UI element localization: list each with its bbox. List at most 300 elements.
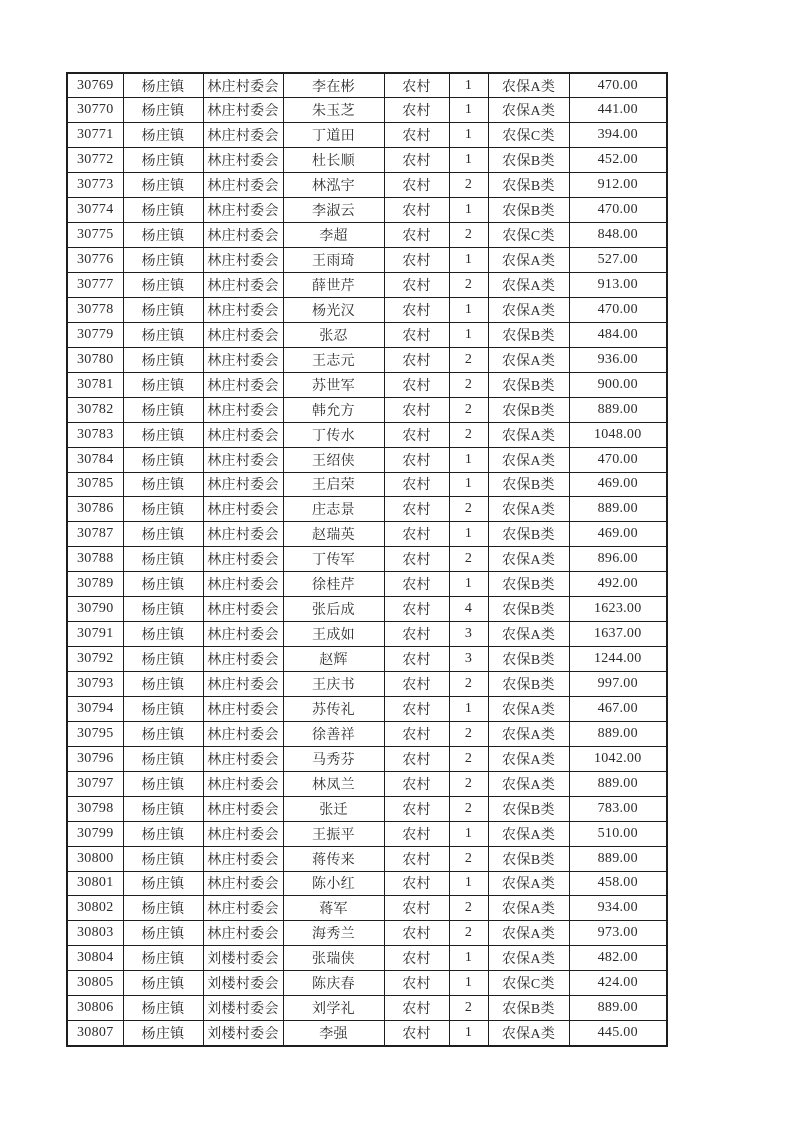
cell-record-id: 30783 xyxy=(67,422,123,447)
cell-amount: 510.00 xyxy=(569,821,667,846)
cell-person-count: 1 xyxy=(449,1021,488,1046)
cell-amount: 783.00 xyxy=(569,796,667,821)
cell-village-committee: 林庄村委会 xyxy=(203,647,283,672)
cell-person-count: 1 xyxy=(449,447,488,472)
cell-insurance-category: 农保B类 xyxy=(488,372,569,397)
cell-person-count: 2 xyxy=(449,372,488,397)
cell-residence-type: 农村 xyxy=(384,597,449,622)
cell-insurance-category: 农保B类 xyxy=(488,796,569,821)
cell-person-count: 1 xyxy=(449,148,488,173)
cell-residence-type: 农村 xyxy=(384,622,449,647)
cell-person-name: 王振平 xyxy=(283,821,384,846)
table-row xyxy=(67,846,667,871)
cell-residence-type: 农村 xyxy=(384,672,449,697)
cell-insurance-category: 农保B类 xyxy=(488,647,569,672)
cell-person-name: 徐善祥 xyxy=(283,721,384,746)
cell-village-committee: 林庄村委会 xyxy=(203,846,283,871)
cell-village-committee: 林庄村委会 xyxy=(203,297,283,322)
cell-person-count: 2 xyxy=(449,347,488,372)
cell-village-committee: 林庄村委会 xyxy=(203,746,283,771)
cell-record-id: 30789 xyxy=(67,572,123,597)
cell-amount: 470.00 xyxy=(569,198,667,223)
table-row xyxy=(67,946,667,971)
cell-amount: 424.00 xyxy=(569,971,667,996)
cell-amount: 896.00 xyxy=(569,547,667,572)
cell-amount: 1623.00 xyxy=(569,597,667,622)
cell-residence-type: 农村 xyxy=(384,921,449,946)
cell-record-id: 30796 xyxy=(67,746,123,771)
cell-residence-type: 农村 xyxy=(384,821,449,846)
cell-record-id: 30776 xyxy=(67,248,123,273)
cell-person-name: 赵瑞英 xyxy=(283,522,384,547)
table-row xyxy=(67,472,667,497)
cell-residence-type: 农村 xyxy=(384,871,449,896)
cell-amount: 936.00 xyxy=(569,347,667,372)
cell-record-id: 30806 xyxy=(67,996,123,1021)
cell-record-id: 30794 xyxy=(67,696,123,721)
cell-person-count: 2 xyxy=(449,771,488,796)
cell-amount: 484.00 xyxy=(569,322,667,347)
cell-town: 杨庄镇 xyxy=(123,472,203,497)
cell-town: 杨庄镇 xyxy=(123,297,203,322)
table-row xyxy=(67,297,667,322)
cell-person-name: 蒋传来 xyxy=(283,846,384,871)
cell-town: 杨庄镇 xyxy=(123,771,203,796)
cell-town: 杨庄镇 xyxy=(123,896,203,921)
cell-residence-type: 农村 xyxy=(384,696,449,721)
cell-person-name: 朱玉芝 xyxy=(283,98,384,123)
cell-village-committee: 林庄村委会 xyxy=(203,721,283,746)
cell-person-count: 2 xyxy=(449,921,488,946)
cell-town: 杨庄镇 xyxy=(123,447,203,472)
cell-person-count: 1 xyxy=(449,322,488,347)
cell-amount: 492.00 xyxy=(569,572,667,597)
cell-person-count: 1 xyxy=(449,871,488,896)
cell-person-name: 林凤兰 xyxy=(283,771,384,796)
cell-village-committee: 林庄村委会 xyxy=(203,597,283,622)
cell-insurance-category: 农保B类 xyxy=(488,472,569,497)
cell-amount: 1244.00 xyxy=(569,647,667,672)
table-row xyxy=(67,173,667,198)
cell-person-name: 王庆书 xyxy=(283,672,384,697)
cell-record-id: 30788 xyxy=(67,547,123,572)
cell-town: 杨庄镇 xyxy=(123,497,203,522)
cell-residence-type: 农村 xyxy=(384,996,449,1021)
cell-insurance-category: 农保C类 xyxy=(488,971,569,996)
cell-person-count: 2 xyxy=(449,746,488,771)
cell-village-committee: 林庄村委会 xyxy=(203,248,283,273)
cell-village-committee: 林庄村委会 xyxy=(203,447,283,472)
cell-person-name: 丁传军 xyxy=(283,547,384,572)
cell-residence-type: 农村 xyxy=(384,572,449,597)
cell-residence-type: 农村 xyxy=(384,223,449,248)
cell-insurance-category: 农保C类 xyxy=(488,123,569,148)
table-row xyxy=(67,248,667,273)
cell-village-committee: 林庄村委会 xyxy=(203,347,283,372)
cell-town: 杨庄镇 xyxy=(123,996,203,1021)
cell-amount: 445.00 xyxy=(569,1021,667,1046)
cell-amount: 889.00 xyxy=(569,771,667,796)
cell-amount: 1042.00 xyxy=(569,746,667,771)
cell-amount: 469.00 xyxy=(569,522,667,547)
cell-person-name: 徐桂芹 xyxy=(283,572,384,597)
cell-insurance-category: 农保A类 xyxy=(488,746,569,771)
cell-record-id: 30771 xyxy=(67,123,123,148)
cell-town: 杨庄镇 xyxy=(123,173,203,198)
cell-residence-type: 农村 xyxy=(384,198,449,223)
table-row xyxy=(67,522,667,547)
cell-record-id: 30798 xyxy=(67,796,123,821)
cell-amount: 458.00 xyxy=(569,871,667,896)
cell-residence-type: 农村 xyxy=(384,173,449,198)
table-row xyxy=(67,273,667,298)
cell-town: 杨庄镇 xyxy=(123,248,203,273)
cell-village-committee: 林庄村委会 xyxy=(203,896,283,921)
cell-town: 杨庄镇 xyxy=(123,971,203,996)
table-row xyxy=(67,796,667,821)
cell-insurance-category: 农保A类 xyxy=(488,921,569,946)
cell-village-committee: 林庄村委会 xyxy=(203,372,283,397)
cell-record-id: 30801 xyxy=(67,871,123,896)
cell-insurance-category: 农保A类 xyxy=(488,1021,569,1046)
cell-amount: 934.00 xyxy=(569,896,667,921)
cell-person-count: 2 xyxy=(449,397,488,422)
cell-village-committee: 林庄村委会 xyxy=(203,871,283,896)
cell-record-id: 30805 xyxy=(67,971,123,996)
cell-insurance-category: 农保A类 xyxy=(488,547,569,572)
cell-town: 杨庄镇 xyxy=(123,223,203,248)
cell-person-count: 1 xyxy=(449,971,488,996)
cell-amount: 889.00 xyxy=(569,996,667,1021)
cell-town: 杨庄镇 xyxy=(123,397,203,422)
cell-record-id: 30795 xyxy=(67,721,123,746)
cell-amount: 889.00 xyxy=(569,497,667,522)
cell-village-committee: 林庄村委会 xyxy=(203,198,283,223)
cell-person-count: 1 xyxy=(449,522,488,547)
cell-person-count: 1 xyxy=(449,696,488,721)
cell-insurance-category: 农保A类 xyxy=(488,896,569,921)
cell-amount: 470.00 xyxy=(569,73,667,98)
cell-person-count: 1 xyxy=(449,123,488,148)
table-row xyxy=(67,696,667,721)
cell-residence-type: 农村 xyxy=(384,123,449,148)
cell-amount: 912.00 xyxy=(569,173,667,198)
table-row xyxy=(67,347,667,372)
cell-insurance-category: 农保B类 xyxy=(488,148,569,173)
cell-village-committee: 林庄村委会 xyxy=(203,98,283,123)
cell-village-committee: 刘楼村委会 xyxy=(203,996,283,1021)
cell-person-count: 3 xyxy=(449,622,488,647)
cell-person-count: 1 xyxy=(449,297,488,322)
cell-town: 杨庄镇 xyxy=(123,547,203,572)
cell-amount: 452.00 xyxy=(569,148,667,173)
cell-town: 杨庄镇 xyxy=(123,73,203,98)
cell-insurance-category: 农保B类 xyxy=(488,846,569,871)
cell-amount: 900.00 xyxy=(569,372,667,397)
cell-person-name: 张瑞侠 xyxy=(283,946,384,971)
cell-town: 杨庄镇 xyxy=(123,846,203,871)
cell-residence-type: 农村 xyxy=(384,721,449,746)
table-row xyxy=(67,921,667,946)
cell-insurance-category: 农保A类 xyxy=(488,721,569,746)
cell-residence-type: 农村 xyxy=(384,148,449,173)
cell-record-id: 30802 xyxy=(67,896,123,921)
cell-residence-type: 农村 xyxy=(384,273,449,298)
cell-town: 杨庄镇 xyxy=(123,746,203,771)
cell-person-count: 2 xyxy=(449,173,488,198)
cell-village-committee: 林庄村委会 xyxy=(203,696,283,721)
cell-record-id: 30778 xyxy=(67,297,123,322)
cell-village-committee: 林庄村委会 xyxy=(203,422,283,447)
cell-residence-type: 农村 xyxy=(384,1021,449,1046)
cell-town: 杨庄镇 xyxy=(123,696,203,721)
cell-town: 杨庄镇 xyxy=(123,148,203,173)
cell-record-id: 30779 xyxy=(67,322,123,347)
cell-person-name: 马秀芬 xyxy=(283,746,384,771)
cell-insurance-category: 农保A类 xyxy=(488,98,569,123)
table-row xyxy=(67,896,667,921)
cell-record-id: 30786 xyxy=(67,497,123,522)
cell-record-id: 30799 xyxy=(67,821,123,846)
cell-residence-type: 农村 xyxy=(384,796,449,821)
cell-record-id: 30769 xyxy=(67,73,123,98)
cell-town: 杨庄镇 xyxy=(123,871,203,896)
cell-village-committee: 林庄村委会 xyxy=(203,672,283,697)
cell-residence-type: 农村 xyxy=(384,98,449,123)
cell-village-committee: 林庄村委会 xyxy=(203,173,283,198)
table-row xyxy=(67,996,667,1021)
table-row xyxy=(67,223,667,248)
cell-insurance-category: 农保A类 xyxy=(488,248,569,273)
cell-town: 杨庄镇 xyxy=(123,721,203,746)
table-row xyxy=(67,123,667,148)
cell-person-name: 张忍 xyxy=(283,322,384,347)
cell-village-committee: 林庄村委会 xyxy=(203,622,283,647)
cell-person-name: 赵辉 xyxy=(283,647,384,672)
table-row xyxy=(67,1021,667,1046)
cell-person-count: 2 xyxy=(449,996,488,1021)
table-row xyxy=(67,322,667,347)
cell-town: 杨庄镇 xyxy=(123,123,203,148)
cell-person-name: 王启荣 xyxy=(283,472,384,497)
cell-person-count: 2 xyxy=(449,547,488,572)
cell-person-count: 2 xyxy=(449,796,488,821)
cell-person-name: 王绍侠 xyxy=(283,447,384,472)
table-row xyxy=(67,647,667,672)
cell-record-id: 30772 xyxy=(67,148,123,173)
cell-insurance-category: 农保C类 xyxy=(488,223,569,248)
cell-residence-type: 农村 xyxy=(384,846,449,871)
cell-record-id: 30793 xyxy=(67,672,123,697)
cell-person-name: 杨光汉 xyxy=(283,297,384,322)
cell-insurance-category: 农保A类 xyxy=(488,422,569,447)
cell-town: 杨庄镇 xyxy=(123,372,203,397)
cell-person-name: 张后成 xyxy=(283,597,384,622)
cell-town: 杨庄镇 xyxy=(123,597,203,622)
cell-person-name: 张迁 xyxy=(283,796,384,821)
cell-amount: 1048.00 xyxy=(569,422,667,447)
cell-person-name: 林泓宇 xyxy=(283,173,384,198)
cell-amount: 527.00 xyxy=(569,248,667,273)
cell-amount: 973.00 xyxy=(569,921,667,946)
cell-record-id: 30780 xyxy=(67,347,123,372)
cell-amount: 913.00 xyxy=(569,273,667,298)
cell-residence-type: 农村 xyxy=(384,547,449,572)
cell-record-id: 30803 xyxy=(67,921,123,946)
table-body xyxy=(67,73,667,1046)
table-row xyxy=(67,572,667,597)
cell-residence-type: 农村 xyxy=(384,322,449,347)
cell-person-name: 丁道田 xyxy=(283,123,384,148)
benefits-table xyxy=(66,72,668,1047)
cell-residence-type: 农村 xyxy=(384,347,449,372)
cell-village-committee: 林庄村委会 xyxy=(203,921,283,946)
cell-insurance-category: 农保B类 xyxy=(488,996,569,1021)
cell-person-count: 1 xyxy=(449,198,488,223)
cell-town: 杨庄镇 xyxy=(123,273,203,298)
cell-village-committee: 林庄村委会 xyxy=(203,397,283,422)
cell-town: 杨庄镇 xyxy=(123,921,203,946)
cell-person-count: 2 xyxy=(449,422,488,447)
table-row xyxy=(67,73,667,98)
cell-insurance-category: 农保A类 xyxy=(488,347,569,372)
cell-person-name: 李超 xyxy=(283,223,384,248)
cell-insurance-category: 农保B类 xyxy=(488,672,569,697)
cell-town: 杨庄镇 xyxy=(123,622,203,647)
cell-person-name: 薛世芹 xyxy=(283,273,384,298)
cell-insurance-category: 农保A类 xyxy=(488,497,569,522)
cell-village-committee: 林庄村委会 xyxy=(203,273,283,298)
cell-record-id: 30800 xyxy=(67,846,123,871)
cell-residence-type: 农村 xyxy=(384,297,449,322)
cell-person-count: 2 xyxy=(449,497,488,522)
cell-village-committee: 林庄村委会 xyxy=(203,821,283,846)
cell-village-committee: 林庄村委会 xyxy=(203,322,283,347)
cell-amount: 467.00 xyxy=(569,696,667,721)
cell-amount: 441.00 xyxy=(569,98,667,123)
cell-residence-type: 农村 xyxy=(384,497,449,522)
cell-record-id: 30804 xyxy=(67,946,123,971)
cell-amount: 470.00 xyxy=(569,447,667,472)
cell-insurance-category: 农保B类 xyxy=(488,322,569,347)
cell-person-name: 庄志景 xyxy=(283,497,384,522)
cell-person-name: 陈庆春 xyxy=(283,971,384,996)
cell-insurance-category: 农保A类 xyxy=(488,297,569,322)
cell-amount: 848.00 xyxy=(569,223,667,248)
cell-amount: 469.00 xyxy=(569,472,667,497)
cell-amount: 997.00 xyxy=(569,672,667,697)
cell-residence-type: 农村 xyxy=(384,971,449,996)
cell-residence-type: 农村 xyxy=(384,896,449,921)
cell-insurance-category: 农保B类 xyxy=(488,173,569,198)
cell-insurance-category: 农保B类 xyxy=(488,198,569,223)
cell-town: 杨庄镇 xyxy=(123,1021,203,1046)
cell-residence-type: 农村 xyxy=(384,73,449,98)
cell-person-name: 李强 xyxy=(283,1021,384,1046)
cell-village-committee: 林庄村委会 xyxy=(203,73,283,98)
cell-residence-type: 农村 xyxy=(384,248,449,273)
cell-town: 杨庄镇 xyxy=(123,672,203,697)
cell-person-count: 1 xyxy=(449,472,488,497)
cell-insurance-category: 农保A类 xyxy=(488,696,569,721)
cell-person-count: 1 xyxy=(449,821,488,846)
cell-person-name: 李淑云 xyxy=(283,198,384,223)
cell-town: 杨庄镇 xyxy=(123,946,203,971)
cell-person-name: 王志元 xyxy=(283,347,384,372)
cell-insurance-category: 农保A类 xyxy=(488,821,569,846)
cell-village-committee: 林庄村委会 xyxy=(203,522,283,547)
cell-record-id: 30775 xyxy=(67,223,123,248)
cell-town: 杨庄镇 xyxy=(123,347,203,372)
cell-person-name: 蒋军 xyxy=(283,896,384,921)
cell-insurance-category: 农保A类 xyxy=(488,771,569,796)
cell-village-committee: 林庄村委会 xyxy=(203,771,283,796)
cell-person-count: 2 xyxy=(449,846,488,871)
cell-person-name: 丁传水 xyxy=(283,422,384,447)
cell-residence-type: 农村 xyxy=(384,372,449,397)
cell-residence-type: 农村 xyxy=(384,946,449,971)
cell-town: 杨庄镇 xyxy=(123,821,203,846)
table-row xyxy=(67,372,667,397)
cell-record-id: 30787 xyxy=(67,522,123,547)
cell-insurance-category: 农保B类 xyxy=(488,572,569,597)
cell-insurance-category: 农保A类 xyxy=(488,447,569,472)
table-row xyxy=(67,672,667,697)
cell-person-name: 韩允方 xyxy=(283,397,384,422)
cell-record-id: 30785 xyxy=(67,472,123,497)
cell-record-id: 30792 xyxy=(67,647,123,672)
cell-village-committee: 刘楼村委会 xyxy=(203,971,283,996)
table-row xyxy=(67,148,667,173)
cell-residence-type: 农村 xyxy=(384,746,449,771)
table-row xyxy=(67,746,667,771)
cell-person-name: 李在彬 xyxy=(283,73,384,98)
cell-person-name: 苏世军 xyxy=(283,372,384,397)
cell-person-name: 苏传礼 xyxy=(283,696,384,721)
table-row xyxy=(67,871,667,896)
cell-record-id: 30790 xyxy=(67,597,123,622)
cell-village-committee: 林庄村委会 xyxy=(203,547,283,572)
cell-person-count: 2 xyxy=(449,273,488,298)
table-row xyxy=(67,497,667,522)
cell-town: 杨庄镇 xyxy=(123,796,203,821)
cell-record-id: 30777 xyxy=(67,273,123,298)
cell-record-id: 30807 xyxy=(67,1021,123,1046)
cell-person-count: 1 xyxy=(449,248,488,273)
table-row xyxy=(67,98,667,123)
cell-record-id: 30781 xyxy=(67,372,123,397)
cell-village-committee: 林庄村委会 xyxy=(203,796,283,821)
cell-person-name: 王雨琦 xyxy=(283,248,384,273)
table-row xyxy=(67,821,667,846)
cell-village-committee: 刘楼村委会 xyxy=(203,946,283,971)
cell-village-committee: 林庄村委会 xyxy=(203,123,283,148)
table-row xyxy=(67,771,667,796)
cell-town: 杨庄镇 xyxy=(123,572,203,597)
cell-residence-type: 农村 xyxy=(384,447,449,472)
cell-person-count: 1 xyxy=(449,572,488,597)
cell-person-count: 2 xyxy=(449,896,488,921)
cell-record-id: 30773 xyxy=(67,173,123,198)
cell-record-id: 30791 xyxy=(67,622,123,647)
cell-town: 杨庄镇 xyxy=(123,422,203,447)
cell-residence-type: 农村 xyxy=(384,422,449,447)
cell-amount: 482.00 xyxy=(569,946,667,971)
cell-village-committee: 林庄村委会 xyxy=(203,223,283,248)
cell-person-count: 1 xyxy=(449,73,488,98)
cell-person-count: 1 xyxy=(449,98,488,123)
cell-insurance-category: 农保A类 xyxy=(488,871,569,896)
